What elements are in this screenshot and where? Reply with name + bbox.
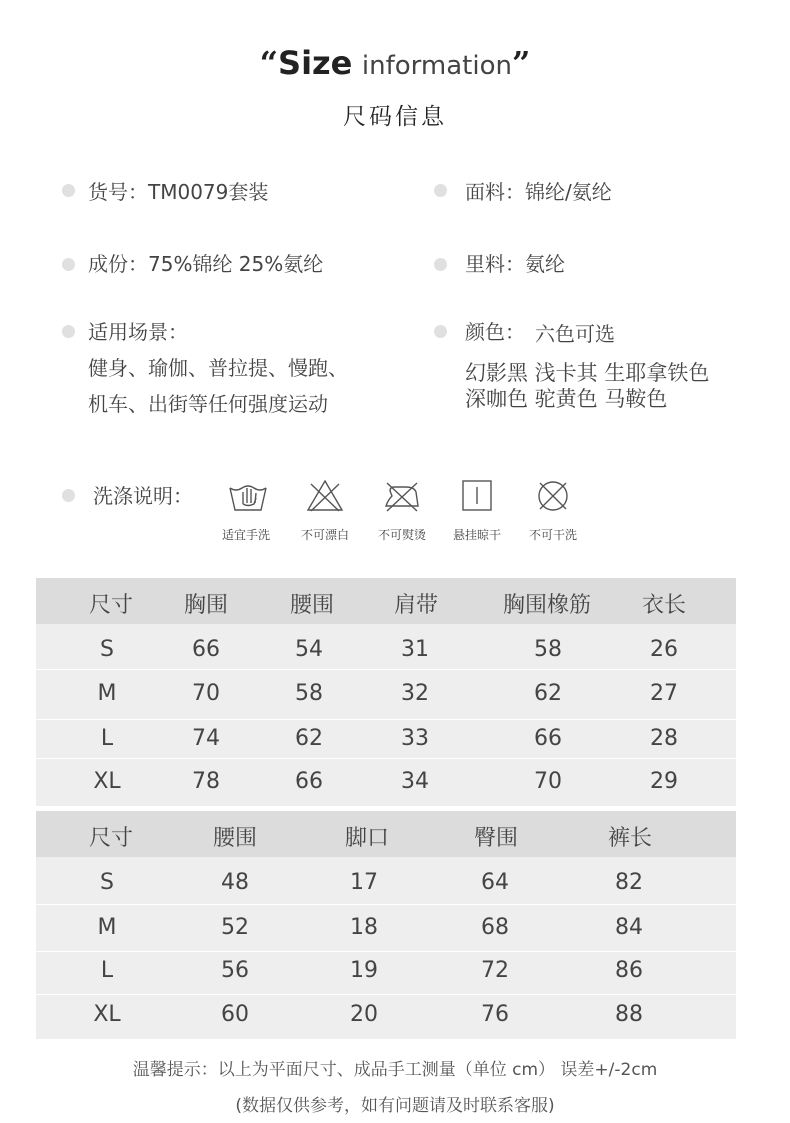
table-cell: 54: [295, 637, 323, 662]
table-cell: 66: [534, 726, 562, 751]
bullet-dot: [434, 184, 447, 197]
no-dry-clean-icon: [531, 478, 575, 514]
row-divider: [36, 719, 736, 720]
header-cell: 脚口: [344, 826, 390, 851]
table-cell: 27: [650, 681, 678, 706]
table-header: [36, 811, 736, 857]
table-cell: 28: [650, 726, 678, 751]
header-cell: 腰围: [212, 826, 258, 851]
care-label: 洗涤说明：: [93, 484, 193, 508]
table-cell: 74: [192, 726, 220, 751]
hang-dry-icon: [455, 478, 499, 514]
table-cell: 88: [615, 1002, 643, 1027]
table-cell: M: [97, 915, 117, 940]
page-title-en: [0, 44, 790, 82]
table-cell: 66: [192, 637, 220, 662]
table-cell: S: [100, 870, 114, 895]
table-cell: 62: [295, 726, 323, 751]
header-cell: 肩带: [393, 593, 439, 618]
table-cell: 86: [615, 958, 643, 983]
table-cell: XL: [93, 1002, 121, 1027]
table-cell: 19: [350, 958, 378, 983]
table-cell: 78: [192, 769, 220, 794]
composition: 成份：75%锦纶 25%氨纶: [88, 252, 324, 276]
bullet-dot: [62, 184, 75, 197]
close-quote: ”: [511, 44, 531, 82]
table-cell: XL: [93, 769, 121, 794]
color-label: 颜色：: [465, 320, 525, 344]
table-cell: 18: [350, 915, 378, 940]
table-cell: 58: [534, 637, 562, 662]
header-cell: 尺寸: [88, 593, 134, 618]
top-size-table: [36, 578, 736, 806]
table-cell: 60: [221, 1002, 249, 1027]
care-item-label: 不可熨烫: [377, 528, 426, 542]
measurement-note: 温馨提示：以上为平面尺寸、成品手工测量（单位 cm） 误差+/-2cm: [132, 1060, 658, 1080]
table-cell: 52: [221, 915, 249, 940]
header-cell: 胸围: [183, 593, 229, 618]
header-cell: 胸围橡筋: [502, 593, 592, 618]
contact-note: (数据仅供参考，如有问题请及时联系客服): [235, 1096, 555, 1116]
title-light: information: [361, 51, 512, 81]
table-header: [36, 578, 736, 624]
page-title-cn: 尺码信息: [343, 104, 447, 130]
no-bleach-icon: [303, 478, 347, 514]
table-cell: 72: [481, 958, 509, 983]
color-summary: 六色可选: [535, 322, 615, 346]
table-cell: L: [100, 726, 114, 751]
table-cell: 62: [534, 681, 562, 706]
row-divider: [36, 904, 736, 905]
table-cell: 48: [221, 870, 249, 895]
bullet-dot: [62, 489, 75, 502]
table-cell: 56: [221, 958, 249, 983]
header-cell: 腰围: [289, 593, 335, 618]
table-cell: 64: [481, 870, 509, 895]
scenes-line-2: 机车、出街等任何强度运动: [88, 392, 328, 416]
table-cell: 34: [401, 769, 429, 794]
care-item-label: 适宜手洗: [221, 528, 270, 542]
table-cell: 70: [192, 681, 220, 706]
table-cell: 82: [615, 870, 643, 895]
bottom-size-table: [36, 811, 736, 1039]
table-cell: 17: [350, 870, 378, 895]
colors-line-2: 深咖色 驼黄色 马鞍色: [465, 387, 668, 411]
table-cell: 58: [295, 681, 323, 706]
care-item-label: 悬挂晾干: [452, 528, 501, 542]
table-cell: 33: [401, 726, 429, 751]
bullet-dot: [62, 258, 75, 271]
table-cell: L: [100, 958, 114, 983]
row-divider: [36, 994, 736, 995]
no-iron-icon: [380, 478, 424, 514]
care-item-label: 不可漂白: [300, 528, 349, 542]
lining: 里料：氨纶: [465, 252, 565, 276]
table-cell: 20: [350, 1002, 378, 1027]
table-cell: M: [97, 681, 117, 706]
table-cell: 32: [401, 681, 429, 706]
table-cell: 70: [534, 769, 562, 794]
table-cell: 84: [615, 915, 643, 940]
table-cell: S: [100, 637, 114, 662]
fabric: 面料：锦纶/氨纶: [465, 180, 612, 204]
bullet-dot: [62, 325, 75, 338]
care-item-label: 不可干洗: [528, 528, 577, 542]
item-number: 货号：TM0079套装: [88, 180, 269, 204]
header-cell: 衣长: [641, 593, 687, 618]
table-cell: 66: [295, 769, 323, 794]
title-bold: Size: [278, 44, 353, 82]
row-divider: [36, 669, 736, 670]
open-quote: “: [259, 44, 279, 82]
row-divider: [36, 951, 736, 952]
bullet-dot: [434, 325, 447, 338]
header-cell: 臀围: [473, 826, 519, 851]
table-cell: 76: [481, 1002, 509, 1027]
header-cell: 裤长: [607, 826, 653, 851]
bullet-dot: [434, 258, 447, 271]
table-cell: 29: [650, 769, 678, 794]
scenes-line-1: 健身、瑜伽、普拉提、慢跑、: [88, 356, 348, 380]
header-cell: 尺寸: [88, 826, 134, 851]
scenes-label: 适用场景：: [88, 320, 188, 344]
colors-line-1: 幻影黑 浅卡其 生耶拿铁色: [465, 361, 710, 385]
table-cell: 26: [650, 637, 678, 662]
hand-wash-icon: [226, 478, 270, 514]
row-divider: [36, 758, 736, 759]
table-cell: 31: [401, 637, 429, 662]
table-cell: 68: [481, 915, 509, 940]
